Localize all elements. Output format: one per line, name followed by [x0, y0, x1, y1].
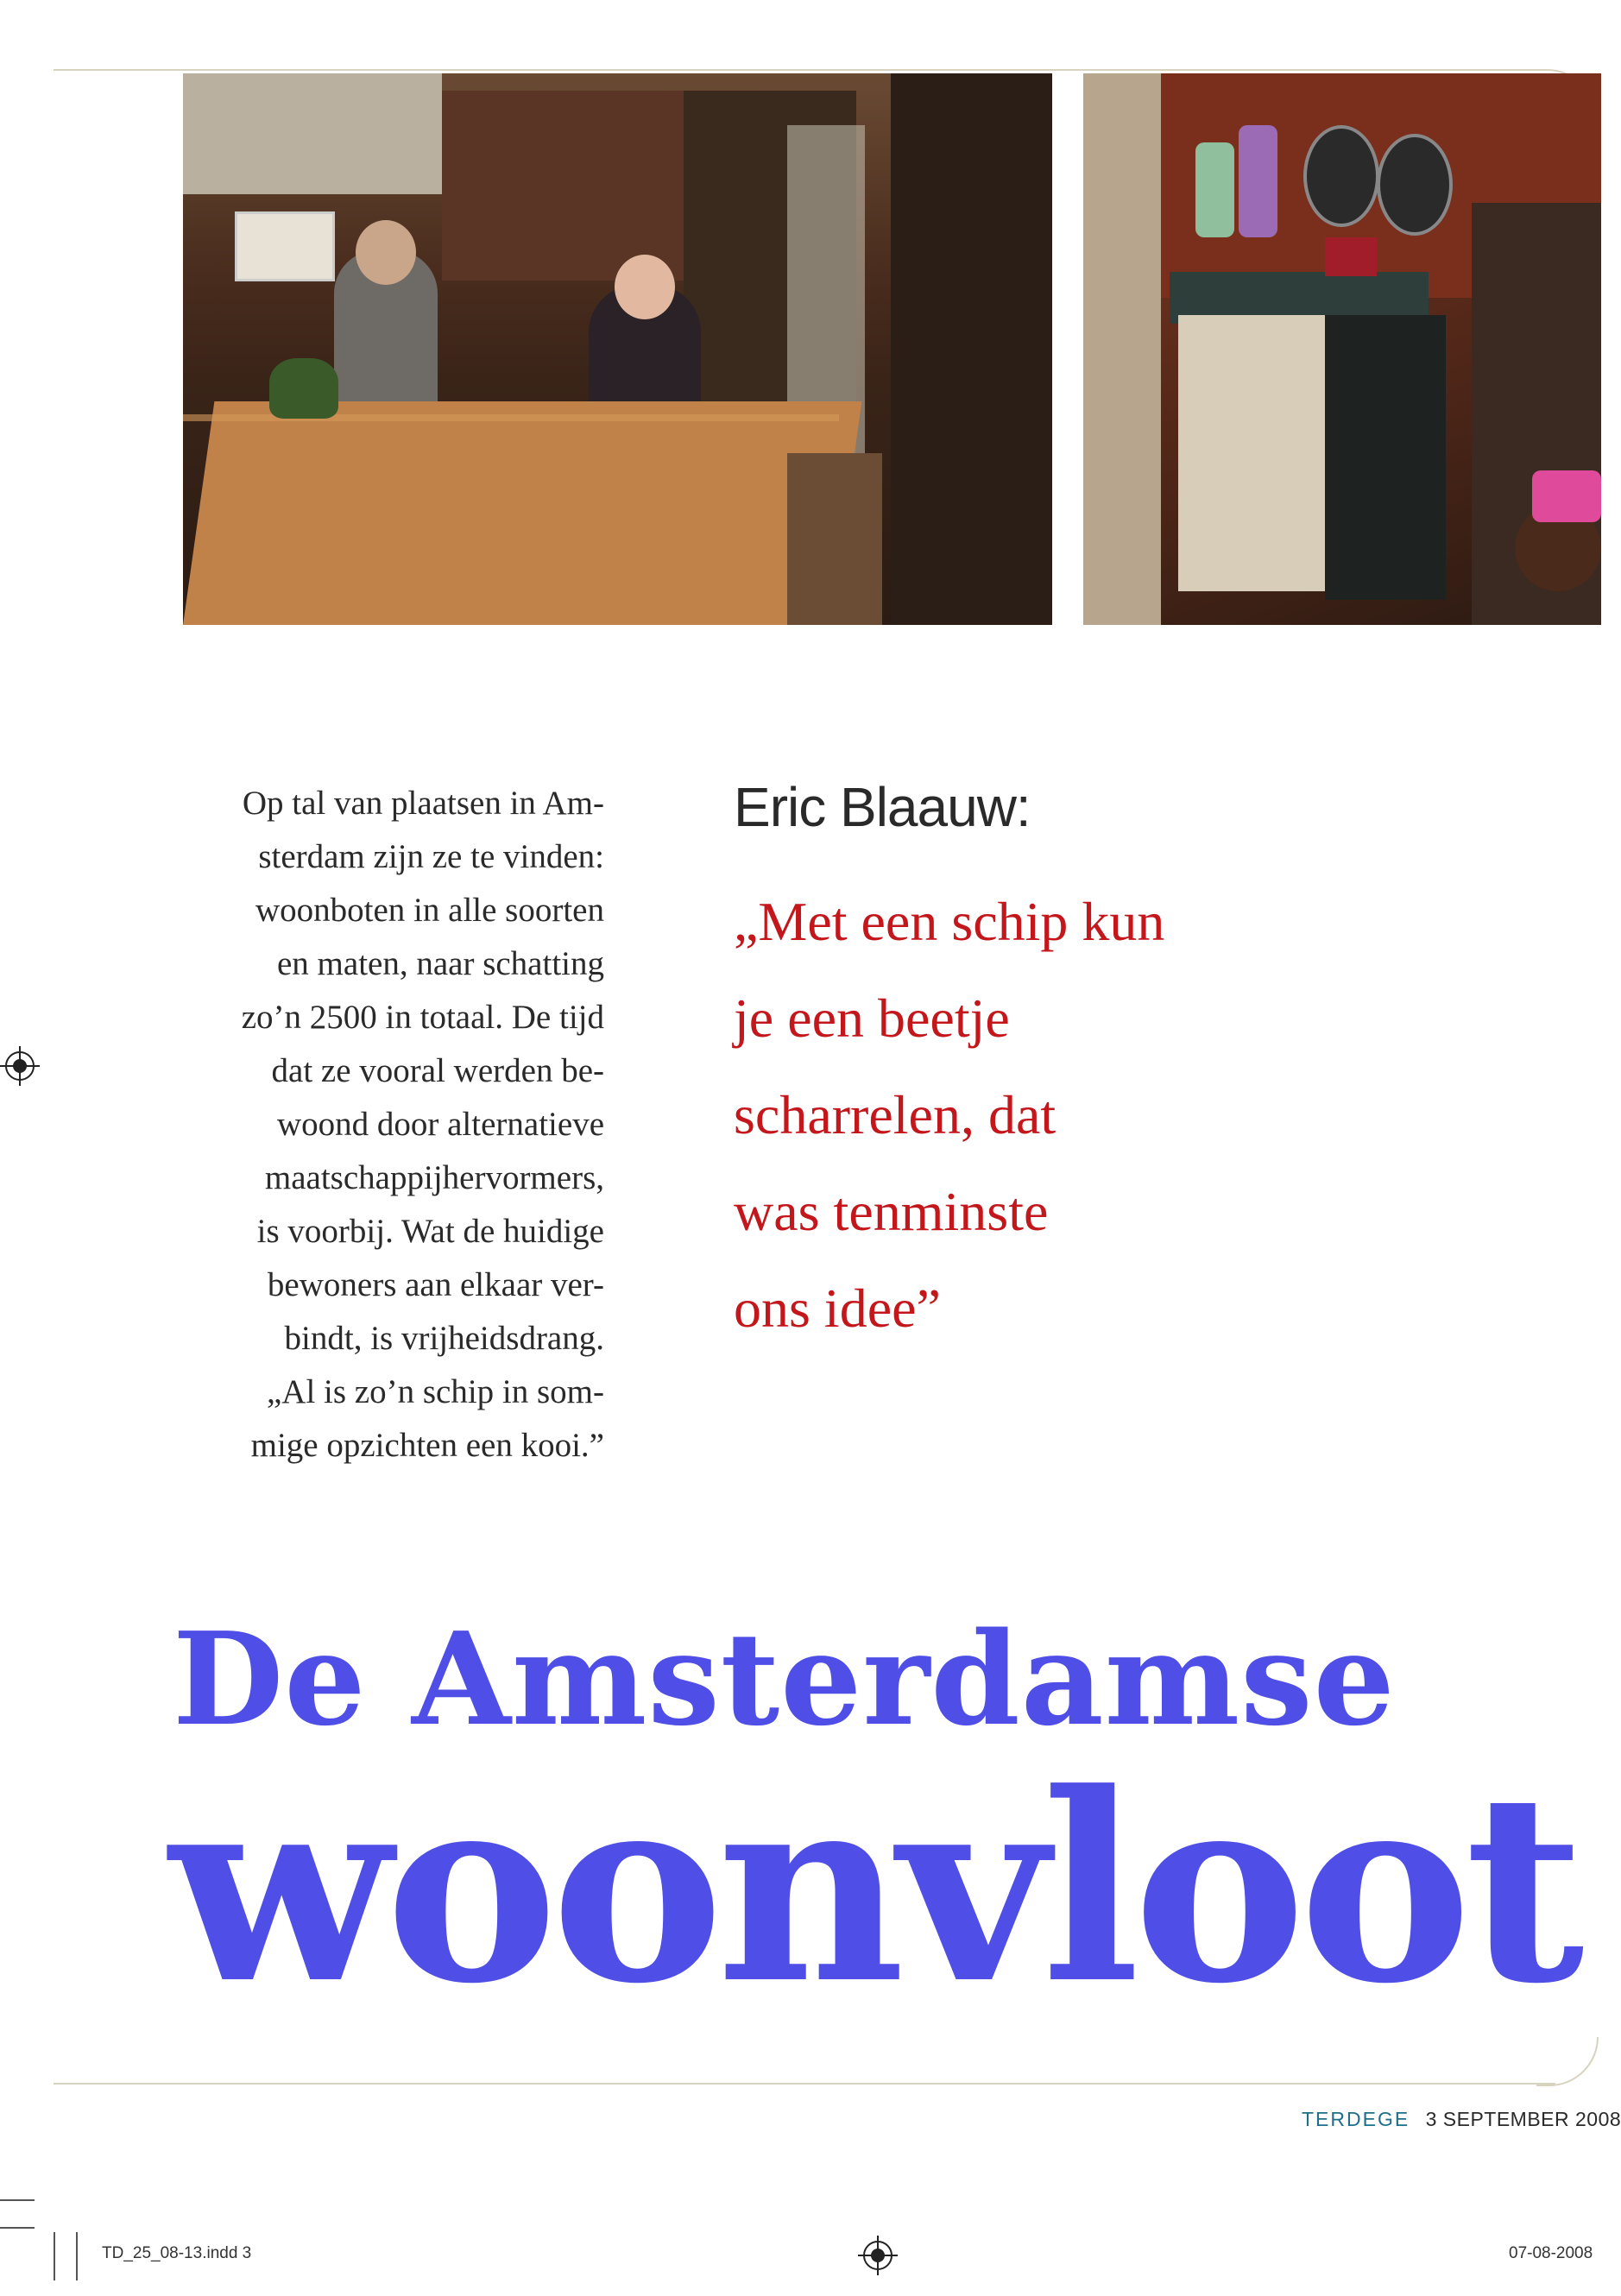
- quote-line: ons idee”: [734, 1277, 941, 1339]
- quote-line: je een beetje: [734, 987, 1010, 1049]
- article-title-line2: woonvloot: [169, 1736, 1578, 2041]
- intro-line: dat ze vooral werden be-: [271, 1052, 604, 1089]
- intro-line: woond door alternatieve: [276, 1106, 604, 1143]
- intro-line: sterdam zijn ze te vinden:: [258, 838, 604, 875]
- article-title-line1: De Amsterdamse: [173, 1604, 1396, 1754]
- intro-line: maatschappijhervormers,: [264, 1159, 604, 1196]
- intro-line: bindt, is vrijheidsdrang.: [284, 1320, 604, 1357]
- quote-line: „Met een schip kun: [734, 891, 1165, 952]
- slug-date: 07-08-2008: [1509, 2244, 1593, 2262]
- kitchen-photo: [183, 73, 1052, 625]
- bottom-corner-rule: [1536, 2037, 1599, 2086]
- slug-filename: TD_25_08-13.indd 3: [102, 2244, 252, 2262]
- registration-mark-icon: [863, 2241, 892, 2270]
- intro-line: is voorbij. Wat de huidige: [256, 1213, 604, 1250]
- intro-line: woonboten in alle soorten: [255, 892, 604, 929]
- intro-line: bewoners aan elkaar ver-: [267, 1266, 604, 1303]
- stove-photo: [1083, 73, 1601, 625]
- magazine-name: TERDEGE: [1302, 2108, 1410, 2130]
- page-footer: [1302, 2108, 1621, 2131]
- quote-line: scharrelen, dat: [734, 1084, 1056, 1145]
- crop-mark: [0, 2199, 35, 2201]
- intro-line: en maten, naar schatting: [276, 945, 604, 982]
- registration-mark-icon: [5, 1051, 35, 1081]
- crop-mark: [0, 2227, 35, 2229]
- crop-mark: [54, 2232, 55, 2280]
- crop-mark: [76, 2232, 78, 2280]
- quote-line: was tenminste: [734, 1181, 1049, 1242]
- quote-author: Eric Blaauw:: [734, 776, 1031, 838]
- bottom-rule: [54, 2083, 1555, 2085]
- top-rule: [54, 69, 1538, 71]
- issue-date: 3 SEPTEMBER 2008: [1425, 2108, 1621, 2130]
- intro-line: mige opzichten een kooi.”: [250, 1427, 604, 1464]
- intro-line: zo’n 2500 in totaal. De tijd: [241, 999, 604, 1036]
- intro-line: Op tal van plaatsen in Am-: [242, 785, 604, 822]
- pull-quote: [734, 874, 1164, 1357]
- intro-line: „Al is zo’n schip in som-: [266, 1373, 604, 1410]
- intro-paragraph: [181, 777, 604, 1473]
